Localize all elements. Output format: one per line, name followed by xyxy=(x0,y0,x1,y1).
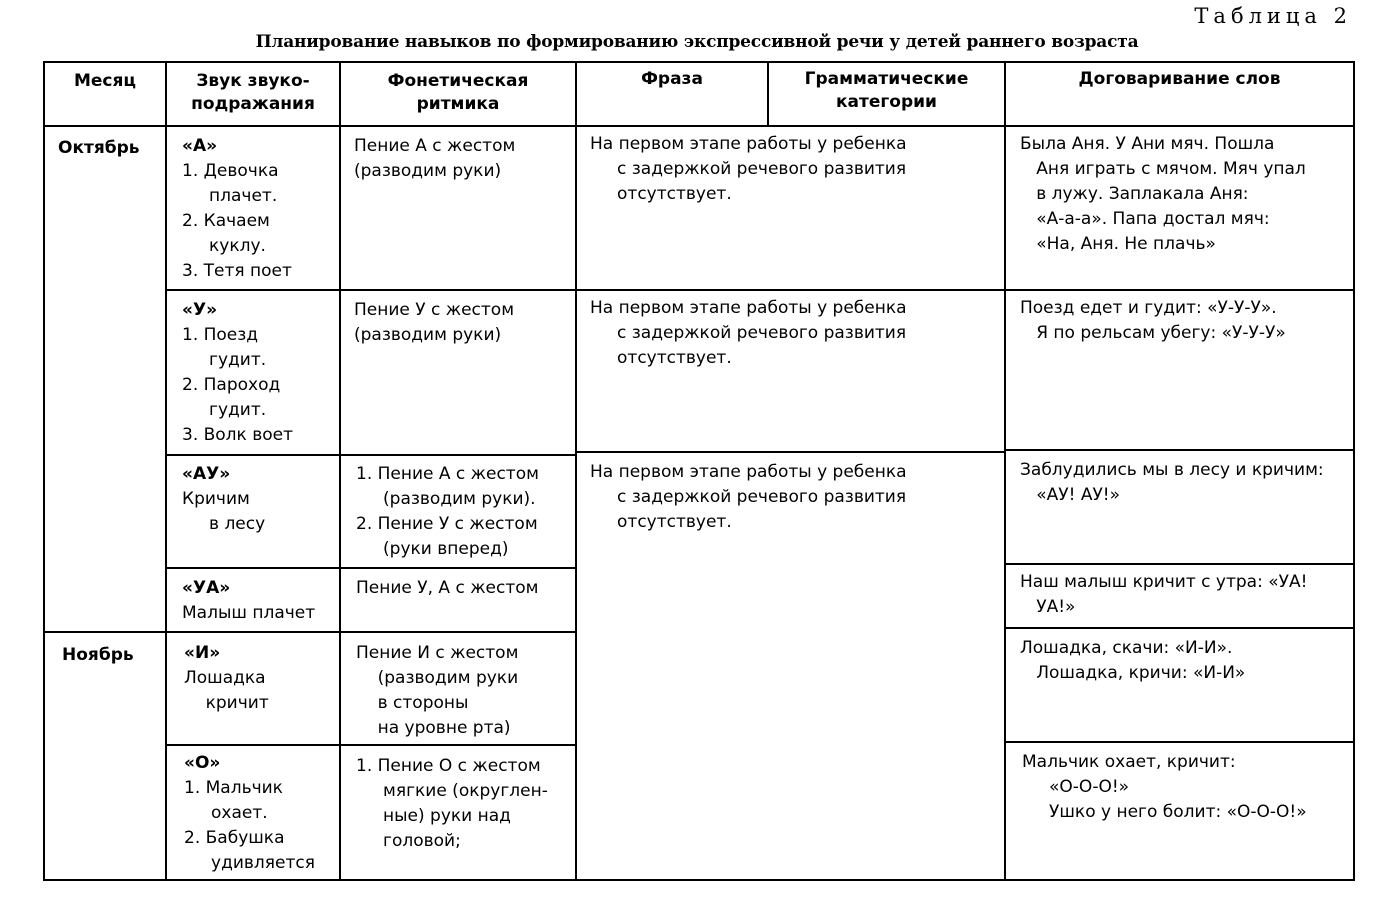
sound-text: 1. Девочка плачет. 2. Качаем куклу. 3. Тетя поет xyxy=(182,161,292,281)
rhythm-text: Пение У с жестом (разводим руки) xyxy=(354,300,515,345)
sound-title: «УА» xyxy=(182,578,231,598)
words-text: Мальчик охает, кричит: «О-О-О!» Ушко у него болит: «О-О-О!» xyxy=(1022,752,1307,822)
words-text: Была Аня. У Ани мяч. Пошла Аня играть с мячом. Мяч упал в лужу. Заплакала Аня: «А-а-а». Папа достал мяч: «На, Аня. Не плачь» xyxy=(1020,134,1306,254)
words-text: Поезд едет и гудит: «У-У-У». Я по рельсам убегу: «У-У-У» xyxy=(1020,298,1286,343)
month-october: Октябрь xyxy=(58,138,140,158)
words-text: Лошадка, скачи: «И-И». Лошадка, кричи: «И-И» xyxy=(1020,638,1246,683)
rhythm-text: 1. Пение А с жестом (разводим руки). 2. Пение У с жестом (руки вперед) xyxy=(356,464,539,559)
header-rhythm: Фонетическая ритмика xyxy=(387,71,529,114)
rhythm-text: 1. Пение О с жестом мягкие (округлен- ные) руки над головой; xyxy=(356,756,548,851)
sound-title: «У» xyxy=(182,300,218,320)
phrase-text: На первом этапе работы у ребенка с задержкой речевого развития отсутствует. xyxy=(590,462,907,532)
sound-text: 1. Мальчик охает. 2. Бабушка удивляется xyxy=(184,778,315,873)
sound-title: «А» xyxy=(182,136,218,156)
rhythm-text: Пение И с жестом (разводим руки в стороны на уровне рта) xyxy=(356,643,519,738)
rhythm-text: Пение У, А с жестом xyxy=(356,578,539,598)
header-grammar: Грамматические категории xyxy=(804,69,969,112)
header-month: Месяц xyxy=(73,71,137,91)
table-title: Планирование навыков по формированию экспрессивной речи у детей раннего возраста xyxy=(255,32,1139,52)
header-phrase: Фраза xyxy=(641,69,703,89)
sound-title: «И» xyxy=(184,643,221,663)
phrase-text: На первом этапе работы у ребенка с задержкой речевого развития отсутствует. xyxy=(590,298,907,368)
header-sound: Звук звуко- подражания xyxy=(191,71,315,114)
sound-text: Кричим в лесу xyxy=(182,489,266,534)
sound-text: Малыш плачет xyxy=(182,603,316,623)
words-text: Заблудились мы в лесу и кричим: «АУ! АУ!» xyxy=(1020,460,1324,505)
sound-text: Лошадка кричит xyxy=(184,668,269,713)
phrase-text: На первом этапе работы у ребенка с задержкой речевого развития отсутствует. xyxy=(590,134,907,204)
header-words: Договаривание слов xyxy=(1078,69,1281,89)
table-label: Таблица 2 xyxy=(1194,4,1352,28)
sound-title: «О» xyxy=(184,753,221,773)
month-november: Ноябрь xyxy=(62,645,134,665)
rhythm-text: Пение А с жестом (разводим руки) xyxy=(354,136,516,181)
words-text: Наш малыш кричит с утра: «УА! УА!» xyxy=(1020,572,1308,617)
sound-title: «АУ» xyxy=(182,464,231,484)
sound-text: 1. Поезд гудит. 2. Пароход гудит. 3. Волк воет xyxy=(182,325,294,445)
